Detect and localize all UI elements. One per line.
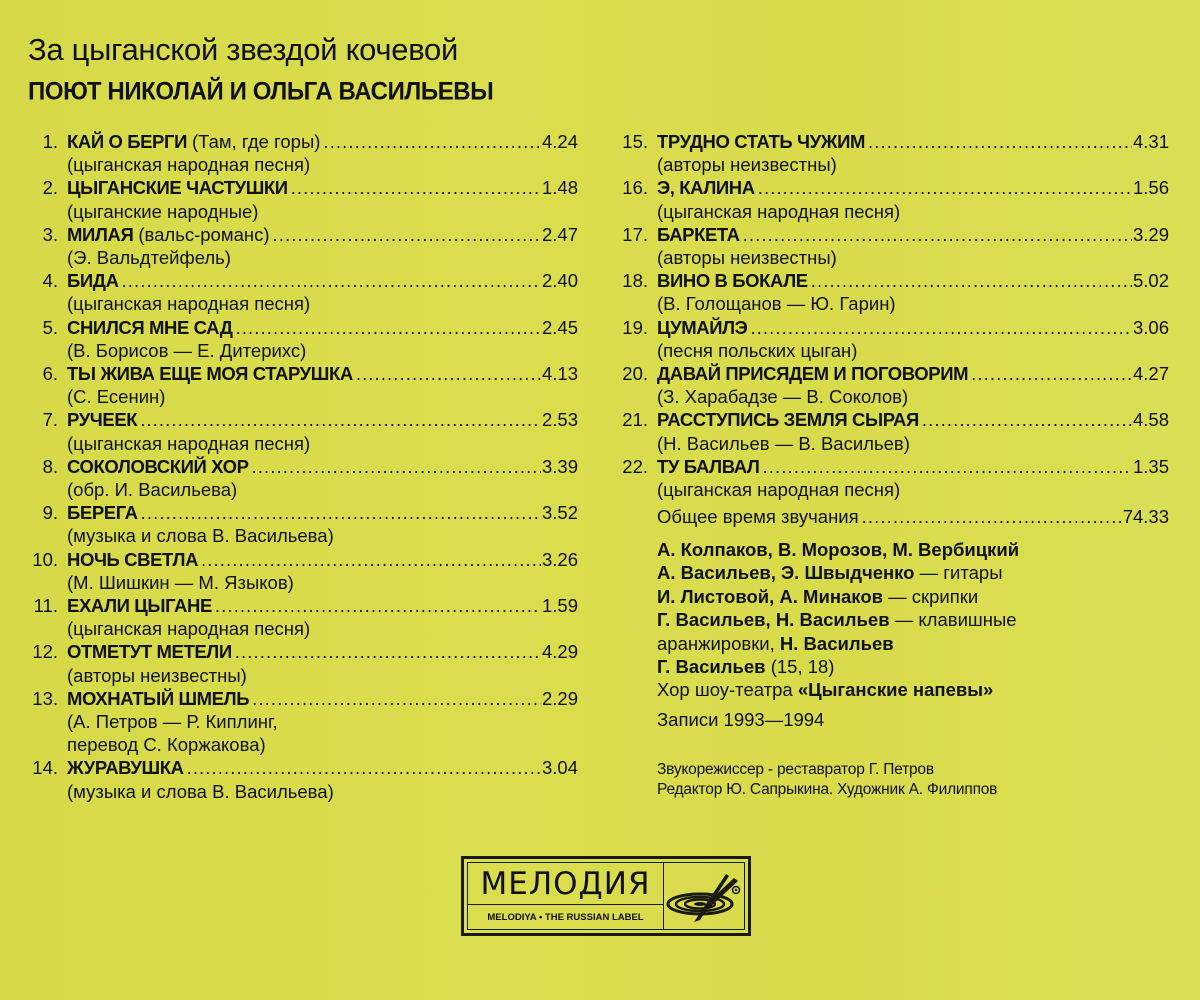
performer-names: А. Васильев, Э. Швыдченко [657,562,915,584]
album-title: За цыганской звездой кочевой [28,32,459,67]
performer-role: (15, 18) [765,656,835,678]
dot-leader [763,455,1132,478]
track-title: ЖУРАВУШКА [67,757,184,779]
dot-leader [140,408,541,431]
logo-tagline: MELODIYA • THE RUSSIAN LABEL [487,911,644,923]
track-duration: 3.39 [541,455,578,477]
track-duration: 2.47 [541,223,578,245]
performer-line [657,608,1019,631]
track-title: ВИНО В БОКАЛЕ [657,270,808,292]
track-line [22,408,578,431]
track-body [67,362,578,385]
track-number: 8. [42,455,58,477]
track-line [604,455,1169,478]
track-title: СНИЛСЯ МНЕ САД [67,316,233,338]
performer-role: — клавишные [889,609,1017,631]
track-line [604,408,1169,431]
track-line [604,316,1169,339]
performer-names: А. Колпаков, В. Морозов, М. Вербицкий [657,539,1020,560]
track-body [67,548,578,571]
track-credit: (З. Харабадзе — В. Соколов) [657,386,909,408]
performer-line [657,561,1019,584]
track-item [22,176,578,222]
dot-leader [811,269,1132,292]
track-body [67,501,578,524]
track-title: СОКОЛОВСКИЙ ХОР [67,455,249,477]
melodiya-record-icon [664,863,744,929]
track-item [22,408,578,454]
performer-prefix: Хор шоу-театра [657,679,798,701]
track-title-translation: (Там, где горы) [191,131,321,152]
dot-leader [252,687,541,710]
track-item [22,455,578,501]
total-duration: 74.33 [1122,506,1169,528]
track-title: ДАВАЙ ПРИСЯДЕМ И ПОГОВОРИМ [657,363,969,385]
track-item [22,687,578,757]
track-credit: (цыганская народная песня) [67,618,311,640]
track-body [657,362,1169,385]
dot-leader [291,176,541,199]
track-credit: (цыганская народная песня) [67,432,311,454]
track-number: 14. [32,757,58,779]
track-body [67,223,578,246]
track-duration: 2.40 [541,270,578,292]
track-title: БЕРЕГА [67,502,138,524]
track-line [22,687,578,710]
performer-role: — гитары [914,562,1003,584]
dot-leader [236,316,541,339]
track-line [604,362,1169,385]
track-number: 18. [622,270,648,292]
track-body [657,223,1169,246]
total-running-time [657,505,1169,528]
track-credit: (авторы неизвестны) [657,154,837,176]
track-credit: (А. Петров — Р. Киплинг, [67,711,278,733]
dot-leader [141,501,541,524]
logo-frame [467,862,745,930]
track-duration: 4.13 [541,363,578,385]
track-item [22,594,578,640]
track-line [604,176,1169,199]
track-item [604,316,1169,362]
track-number: 9. [42,502,58,524]
performer-line [657,655,1019,678]
dot-leader [922,408,1132,431]
track-line [22,362,578,385]
dot-leader [868,130,1132,153]
track-title: ЦЫГАНСКИЕ ЧАСТУШКИ [67,177,288,199]
track-body [67,130,578,153]
track-line [22,269,578,292]
track-item [22,362,578,408]
track-credit: (авторы неизвестны) [67,664,247,686]
track-number: 3. [42,223,58,245]
track-body [657,176,1169,199]
performer-prefix: аранжировки, [657,632,780,654]
performer-names: «Цыганские напевы» [797,679,994,701]
track-title: КАЙ О БЕРГИ [67,131,187,152]
track-body [67,269,578,292]
total-label: Общее время звучания [657,506,859,528]
track-number: 21. [622,409,648,431]
track-line [22,223,578,246]
track-title: ТРУДНО СТАТЬ ЧУЖИМ [657,131,865,152]
track-body [657,316,1169,339]
dot-leader [273,223,541,246]
track-item [22,548,578,594]
track-line [604,269,1169,292]
track-duration: 4.31 [1132,131,1169,152]
dot-leader [201,548,541,571]
track-item [604,223,1169,269]
track-line [22,501,578,524]
track-item [22,269,578,315]
track-item [22,130,578,176]
track-body [67,455,578,478]
production-staff [657,760,997,799]
track-duration: 4.58 [1132,409,1169,431]
track-item [22,640,578,686]
track-line [22,640,578,663]
track-line [22,594,578,617]
track-line [604,130,1169,153]
logo-name: МЕЛОДИЯ [468,863,663,905]
dot-leader [215,594,541,617]
tracklist-left [22,130,578,803]
track-credit: (Э. Вальдтейфель) [67,247,231,269]
performer-line [657,585,1019,608]
track-duration: 1.59 [541,595,578,617]
track-number: 4. [42,270,58,292]
track-credit: (цыганская народная песня) [657,479,901,501]
track-duration: 1.48 [541,177,578,199]
track-duration: 4.27 [1132,363,1169,385]
performer-credits [657,538,1019,731]
track-body [67,176,578,199]
track-duration: 4.24 [541,131,578,152]
track-credit: (С. Есенин) [67,386,166,408]
melodiya-logo [461,856,751,936]
track-item [604,408,1169,454]
tracklist-right [604,130,1169,528]
performer-line [657,632,1019,655]
dot-leader [235,640,541,663]
track-title: ОТМЕТУТ МЕТЕЛИ [67,641,232,663]
track-body [657,408,1169,431]
track-duration: 3.06 [1132,316,1169,338]
track-line [22,756,578,779]
track-duration: 1.56 [1132,177,1169,199]
dot-leader [187,756,541,779]
track-credit: (обр. И. Васильева) [67,479,238,501]
track-credit: (музыка и слова В. Васильева) [67,525,334,547]
dot-leader [750,316,1132,339]
performer-line [657,678,1019,701]
track-number: 13. [32,687,58,709]
track-item [22,316,578,362]
track-body [657,130,1169,153]
performer-names: И. Листовой, А. Минаков [657,585,883,607]
track-body [67,316,578,339]
track-number: 19. [622,316,648,338]
track-title: РАССТУПИСЬ ЗЕМЛЯ СЫРАЯ [657,409,919,431]
logo-text-block [468,863,664,929]
track-title: ЦУМАЙЛЭ [657,316,748,338]
track-body [67,687,578,710]
dot-leader [862,505,1122,528]
track-item [22,756,578,802]
track-duration: 3.04 [541,757,578,779]
track-title: ТЫ ЖИВА ЕЩЕ МОЯ СТАРУШКА [67,363,353,385]
track-number: 5. [42,316,58,338]
track-title: ЕХАЛИ ЦЫГАНЕ [67,595,212,617]
performer-role: — скрипки [883,585,979,607]
track-duration: 2.45 [541,316,578,338]
track-line [22,316,578,339]
track-item [604,455,1169,501]
dot-leader [252,455,541,478]
track-item [604,362,1169,408]
track-number: 12. [32,641,58,663]
track-number: 7. [42,409,58,431]
staff-line: Звукорежиссер - реставратор Г. Петров [657,761,934,778]
dot-leader [743,223,1132,246]
track-item [604,269,1169,315]
track-credit: (В. Борисов — Е. Дитерихс) [67,339,307,361]
track-credit: (цыганская народная песня) [67,154,311,176]
track-credit: (цыганская народная песня) [67,293,311,315]
track-duration: 3.26 [541,548,578,570]
track-credit: (В. Голощанов — Ю. Гарин) [657,293,896,315]
track-duration: 1.35 [1132,455,1169,477]
track-credit: (песня польских цыган) [657,339,858,361]
track-number: 10. [32,548,58,570]
track-credit: (цыганские народные) [67,200,259,222]
performer-names: Г. Васильев, Н. Васильев [657,609,890,631]
track-item [604,176,1169,222]
track-title: ТУ БАЛВАЛ [657,455,760,477]
track-number: 20. [622,363,648,385]
track-duration: 3.52 [541,502,578,524]
track-body [67,594,578,617]
track-title: Э, КАЛИНА [657,177,755,199]
track-title: РУЧЕЕК [67,409,138,431]
track-body [67,640,578,663]
track-title: НОЧЬ СВЕТЛА [67,548,199,570]
track-line [22,130,578,153]
track-title: БИДА [67,270,119,292]
track-credit: (музыка и слова В. Васильева) [67,780,334,802]
track-line [22,548,578,571]
performer-names: Н. Васильев [779,632,894,654]
dot-leader [323,130,541,153]
performer-names: Г. Васильев [657,656,766,678]
track-number: 15. [622,131,648,152]
dot-leader [356,362,541,385]
track-credit: (М. Шишкин — М. Языков) [67,571,294,593]
track-item [22,223,578,269]
track-credit: перевод С. Коржакова) [67,734,266,756]
track-credit: (Н. Васильев — В. Васильев) [657,432,910,454]
track-line [22,176,578,199]
track-number: 22. [622,455,648,477]
track-credit: (авторы неизвестны) [657,247,837,269]
track-body [67,756,578,779]
track-title-translation: (вальс-романс) [138,223,270,245]
album-artists: ПОЮТ НИКОЛАЙ И ОЛЬГА ВАСИЛЬЕВЫ [28,77,494,106]
track-title: БАРКЕТА [657,223,740,245]
dot-leader [758,176,1132,199]
track-number: 2. [42,177,58,199]
track-credit: (цыганская народная песня) [657,200,901,222]
recording-years: Записи 1993—1994 [657,708,825,730]
track-duration: 5.02 [1132,270,1169,292]
track-duration: 4.29 [541,641,578,663]
track-duration: 2.53 [541,409,578,431]
staff-line: Редактор Ю. Сапрыкина. Художник А. Филиппов [657,780,998,798]
track-item [22,501,578,547]
track-number: 11. [33,595,58,617]
track-item [604,130,1169,176]
track-number: 17. [622,223,648,245]
track-body [67,408,578,431]
track-number: 6. [42,363,58,385]
track-title: МОХНАТЫЙ ШМЕЛЬ [67,687,250,709]
track-number: 1. [42,131,58,152]
track-body [657,455,1169,478]
track-title: МИЛАЯ [67,223,134,245]
track-line [604,223,1169,246]
performer-line [657,538,1019,561]
dot-leader [971,362,1132,385]
track-duration: 3.29 [1132,223,1169,245]
track-duration: 2.29 [541,687,578,709]
dot-leader [122,269,541,292]
track-number: 16. [622,177,648,199]
track-body [657,269,1169,292]
track-line [22,455,578,478]
